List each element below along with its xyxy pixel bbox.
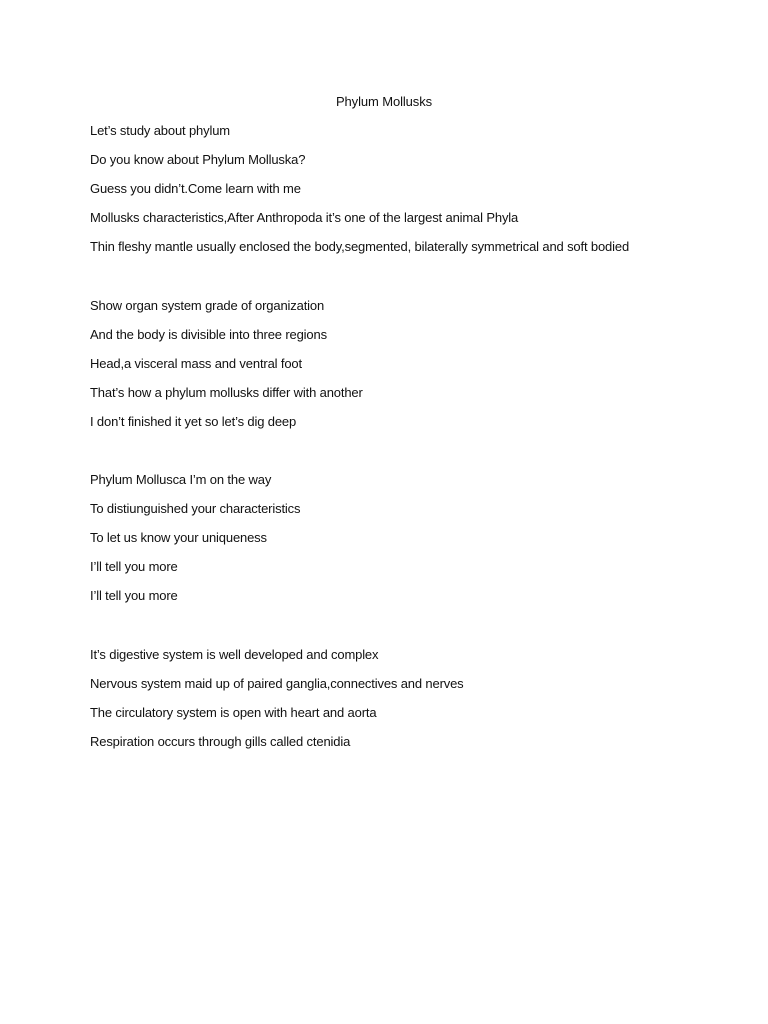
text-line: I’ll tell you more xyxy=(90,588,178,603)
text-line: Thin fleshy mantle usually enclosed the body,segmented, bilaterally symmetrical and soft bodied xyxy=(90,239,630,254)
text-line: Respiration occurs through gills called ctenidia xyxy=(90,734,351,749)
text-line: The circulatory system is open with heart and aorta xyxy=(90,705,377,720)
stanza-1 xyxy=(90,123,629,268)
text-line: Phylum Mollusca I’m on the way xyxy=(90,472,272,487)
text-line: Head,a visceral mass and ventral foot xyxy=(90,356,302,371)
text-line: That’s how a phylum mollusks differ with another xyxy=(90,385,363,400)
text-line: And the body is divisible into three regions xyxy=(90,327,327,342)
document-title: Phylum Mollusks xyxy=(335,94,433,109)
text-line: Let’s study about phylum xyxy=(90,123,230,138)
text-line: Show organ system grade of organization xyxy=(90,298,325,313)
stanza-2 xyxy=(90,298,363,443)
stanza-3 xyxy=(90,472,300,617)
text-line: I’ll tell you more xyxy=(90,559,178,574)
text-line: It’s digestive system is well developed and complex xyxy=(90,647,379,662)
text-line: Mollusks characteristics,After Anthropoda it’s one of the largest animal Phyla xyxy=(90,210,519,225)
text-line: Guess you didn’t.Come learn with me xyxy=(90,181,301,196)
text-line: To distiunguished your characteristics xyxy=(90,501,301,516)
text-line: Nervous system maid up of paired ganglia,connectives and nerves xyxy=(90,676,464,691)
text-line: To let us know your uniqueness xyxy=(90,530,267,545)
stanza-4 xyxy=(90,647,464,763)
text-line: I don’t finished it yet so let’s dig deep xyxy=(90,414,297,429)
text-line: Do you know about Phylum Molluska? xyxy=(90,152,306,167)
